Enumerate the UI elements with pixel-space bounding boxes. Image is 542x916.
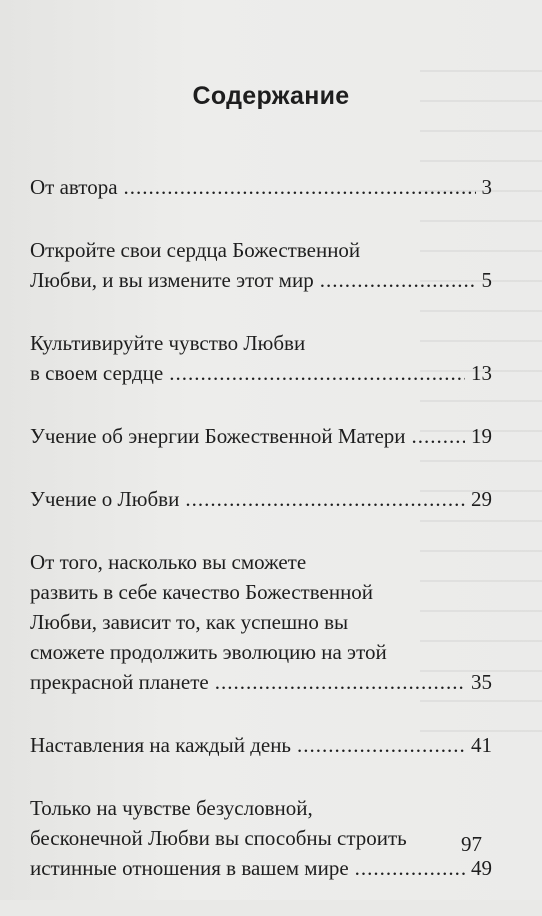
toc-entry-title-line: От того, насколько вы сможете bbox=[30, 550, 307, 574]
toc-entry-page-number: 35 bbox=[471, 670, 492, 694]
toc-entry-title-line: Культивируйте чувство Любви bbox=[30, 331, 306, 355]
toc-entry-title-line: сможете продолжить эволюцию на этой bbox=[30, 640, 387, 664]
toc-entry-page-number: 3 bbox=[481, 175, 492, 199]
toc-entry bbox=[30, 730, 492, 760]
dot-leader bbox=[297, 730, 465, 760]
page-title: Содержание bbox=[192, 82, 350, 110]
toc-entry-last-line bbox=[30, 853, 492, 883]
toc-entry-title-line: Наставления на каждый день bbox=[30, 733, 292, 757]
toc-entry-title-line: Учение о Любви bbox=[30, 487, 180, 511]
toc-entry-title-line: Только на чувстве безусловной, bbox=[30, 796, 313, 820]
dot-leader bbox=[215, 667, 465, 697]
toc-entry-page-number: 41 bbox=[471, 733, 492, 757]
toc-entry-title-line: бесконечной Любви вы способны строить bbox=[30, 826, 407, 850]
toc-entry-page-number: 5 bbox=[481, 268, 492, 292]
toc-entry-page-number: 13 bbox=[471, 361, 492, 385]
toc-entry-title-line: От автора bbox=[30, 175, 118, 199]
toc-entry-last-line bbox=[30, 730, 492, 760]
toc-entry-last-line bbox=[30, 358, 492, 388]
toc-entry-title-line: Любви, зависит то, как успешно вы bbox=[30, 610, 349, 634]
toc-entry-page-number: 19 bbox=[471, 424, 492, 448]
toc-entry-title-line: истинные отношения в вашем мире bbox=[30, 856, 349, 880]
toc-entry bbox=[30, 328, 492, 388]
dot-leader bbox=[185, 484, 465, 514]
toc-entry bbox=[30, 235, 492, 295]
toc-entry-last-line bbox=[30, 484, 492, 514]
toc-entry-title-line: Учение об энергии Божественной Матери bbox=[30, 424, 406, 448]
toc-entry-last-line bbox=[30, 172, 492, 202]
toc-entry bbox=[30, 793, 492, 883]
toc-entry bbox=[30, 547, 492, 697]
toc-entry-title-line: прекрасной планете bbox=[30, 670, 209, 694]
toc-entry bbox=[30, 484, 492, 514]
toc-entry-title-line: Откройте свои сердца Божественной bbox=[30, 238, 361, 262]
dot-leader bbox=[169, 358, 465, 388]
toc-entry-title-line: развить в себе качество Божественной bbox=[30, 580, 374, 604]
table-of-contents bbox=[30, 172, 492, 916]
toc-entry-last-line bbox=[30, 421, 492, 451]
toc-entry-last-line bbox=[30, 667, 492, 697]
toc-entry-title-line: в своем сердце bbox=[30, 361, 164, 385]
toc-entry-page-number: 49 bbox=[471, 856, 492, 880]
dot-leader bbox=[355, 853, 465, 883]
toc-entry bbox=[30, 421, 492, 451]
toc-entry-title-line: Любви, и вы измените этот мир bbox=[30, 268, 314, 292]
page-number: 97 bbox=[461, 832, 482, 856]
toc-entry-last-line bbox=[30, 265, 492, 295]
dot-leader bbox=[412, 421, 465, 451]
toc-entry bbox=[30, 172, 492, 202]
dot-leader bbox=[320, 265, 476, 295]
toc-entry-page-number: 29 bbox=[471, 487, 492, 511]
dot-leader bbox=[124, 172, 476, 202]
